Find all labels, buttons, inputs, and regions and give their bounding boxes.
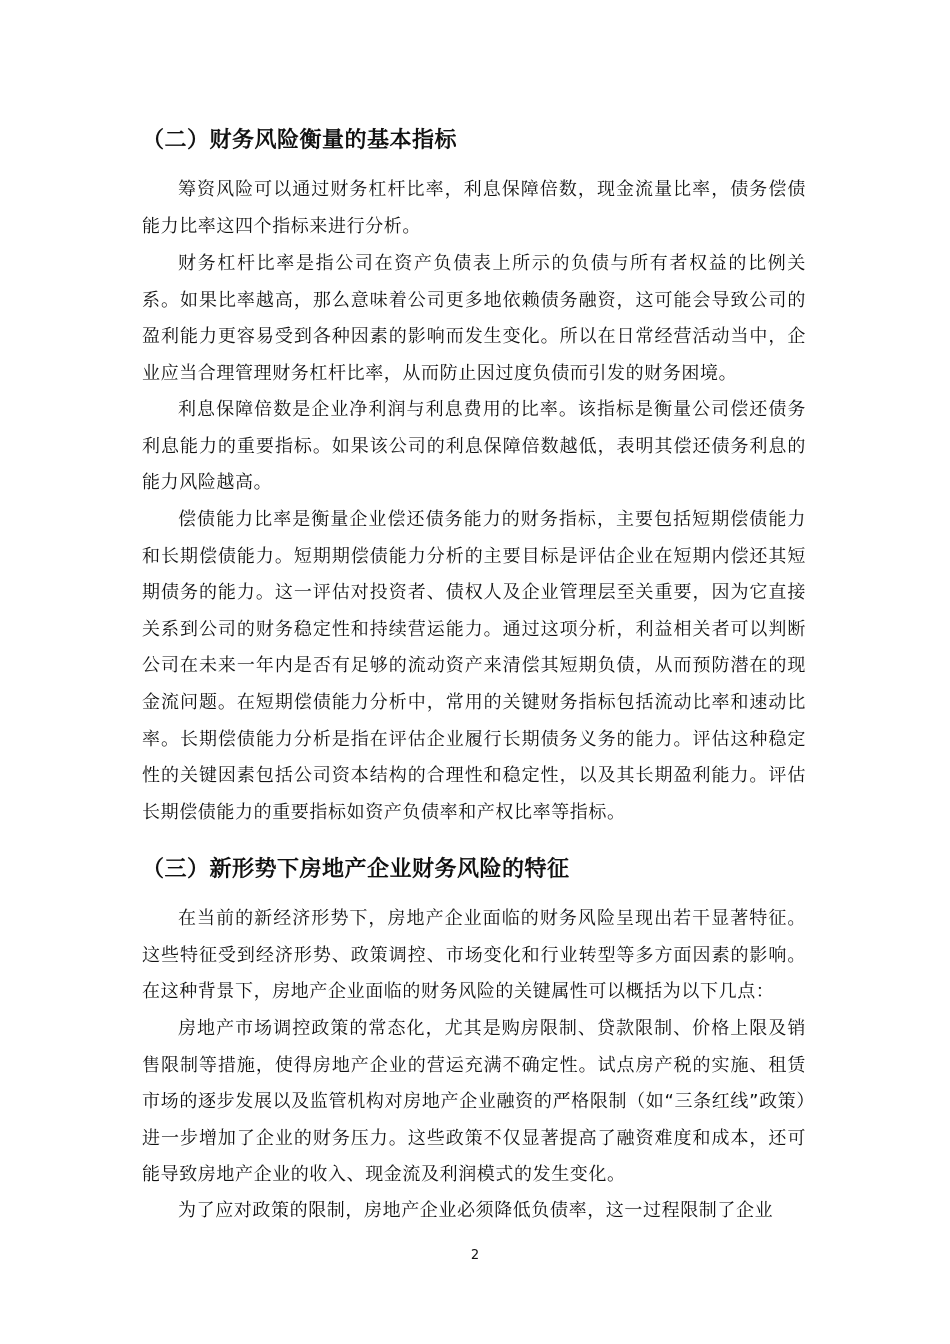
paragraph-new-economic-situation: 在当前的新经济形势下，房地产企业面临的财务风险呈现出若干显著特征。这些特征受到经济形势、政策调控、市场变化和行业转型等多方面因素的影响。在这种背景下，房地产企业面临的财务风险的关键属性可以概括为以下几点：	[142, 908, 806, 1003]
paragraph-regulatory-policies: 房地产市场调控政策的常态化，尤其是购房限制、贷款限制、价格上限及销售限制等措施，使得房地产企业的营运充满不确定性。试点房产税的实施、租赁市场的逐步发展以及监管机构对房地产企业融资的严格限制（如“三条红线”政策）进一步增加了企业的财务压力。这些政策不仅显著提高了融资难度和成本，还可能导致房地产企业的收入、现金流及利润模式的发生变化。	[142, 1018, 806, 1186]
page-number: 2	[470, 1248, 480, 1263]
paragraph-interest-coverage: 利息保障倍数是企业净利润与利息费用的比率。该指标是衡量公司偿还债务利息能力的重要指标。如果该公司的利息保障倍数越低，表明其偿还债务利息的能力风险越高。	[142, 399, 806, 494]
paragraph-financial-leverage: 财务杠杆比率是指公司在资产负债表上所示的负债与所有者权益的比例关系。如果比率越高，那么意味着公司更多地依赖债务融资，这可能会导致公司的盈利能力更容易受到各种因素的影响而发生变化。所以在日常经营活动当中，企业应当合理管理财务杠杆比率，从而防止因过度负债而引发的财务困境。	[142, 253, 806, 384]
section-heading-real-estate-risk-features: （三）新形势下房地产企业财务风险的特征	[142, 857, 570, 882]
paragraph-solvency-ratio: 偿债能力比率是衡量企业偿还债务能力的财务指标，主要包括短期偿债能力和长期偿债能力。短期期偿债能力分析的主要目标是评估企业在短期内偿还其短期债务的能力。这一评估对投资者、债权人及企业管理层至关重要，因为它直接关系到公司的财务稳定性和持续营运能力。通过这项分析，利益相关者可以判断公司在未来一年内是否有足够的流动资产来清偿其短期负债，从而预防潜在的现金流问题。在短期偿债能力分析中，常用的关键财务指标包括流动比率和速动比率。长期偿债能力分析是指在评估企业履行长期债务义务的能力。评估这种稳定性的关键因素包括公司资本结构的合理性和稳定性，以及其长期盈利能力。评估长期偿债能力的重要指标如资产负债率和产权比率等指标。	[142, 509, 806, 823]
paragraph-debt-reduction: 为了应对政策的限制，房地产企业必须降低负债率，这一过程限制了企业	[178, 1200, 774, 1221]
paragraph-risk-analysis-intro: 筹资风险可以通过财务杠杆比率，利息保障倍数，现金流量比率，债务偿债能力比率这四个指标来进行分析。	[142, 179, 806, 237]
section-heading-financial-risk-indicators: （二）财务风险衡量的基本指标	[142, 128, 458, 153]
